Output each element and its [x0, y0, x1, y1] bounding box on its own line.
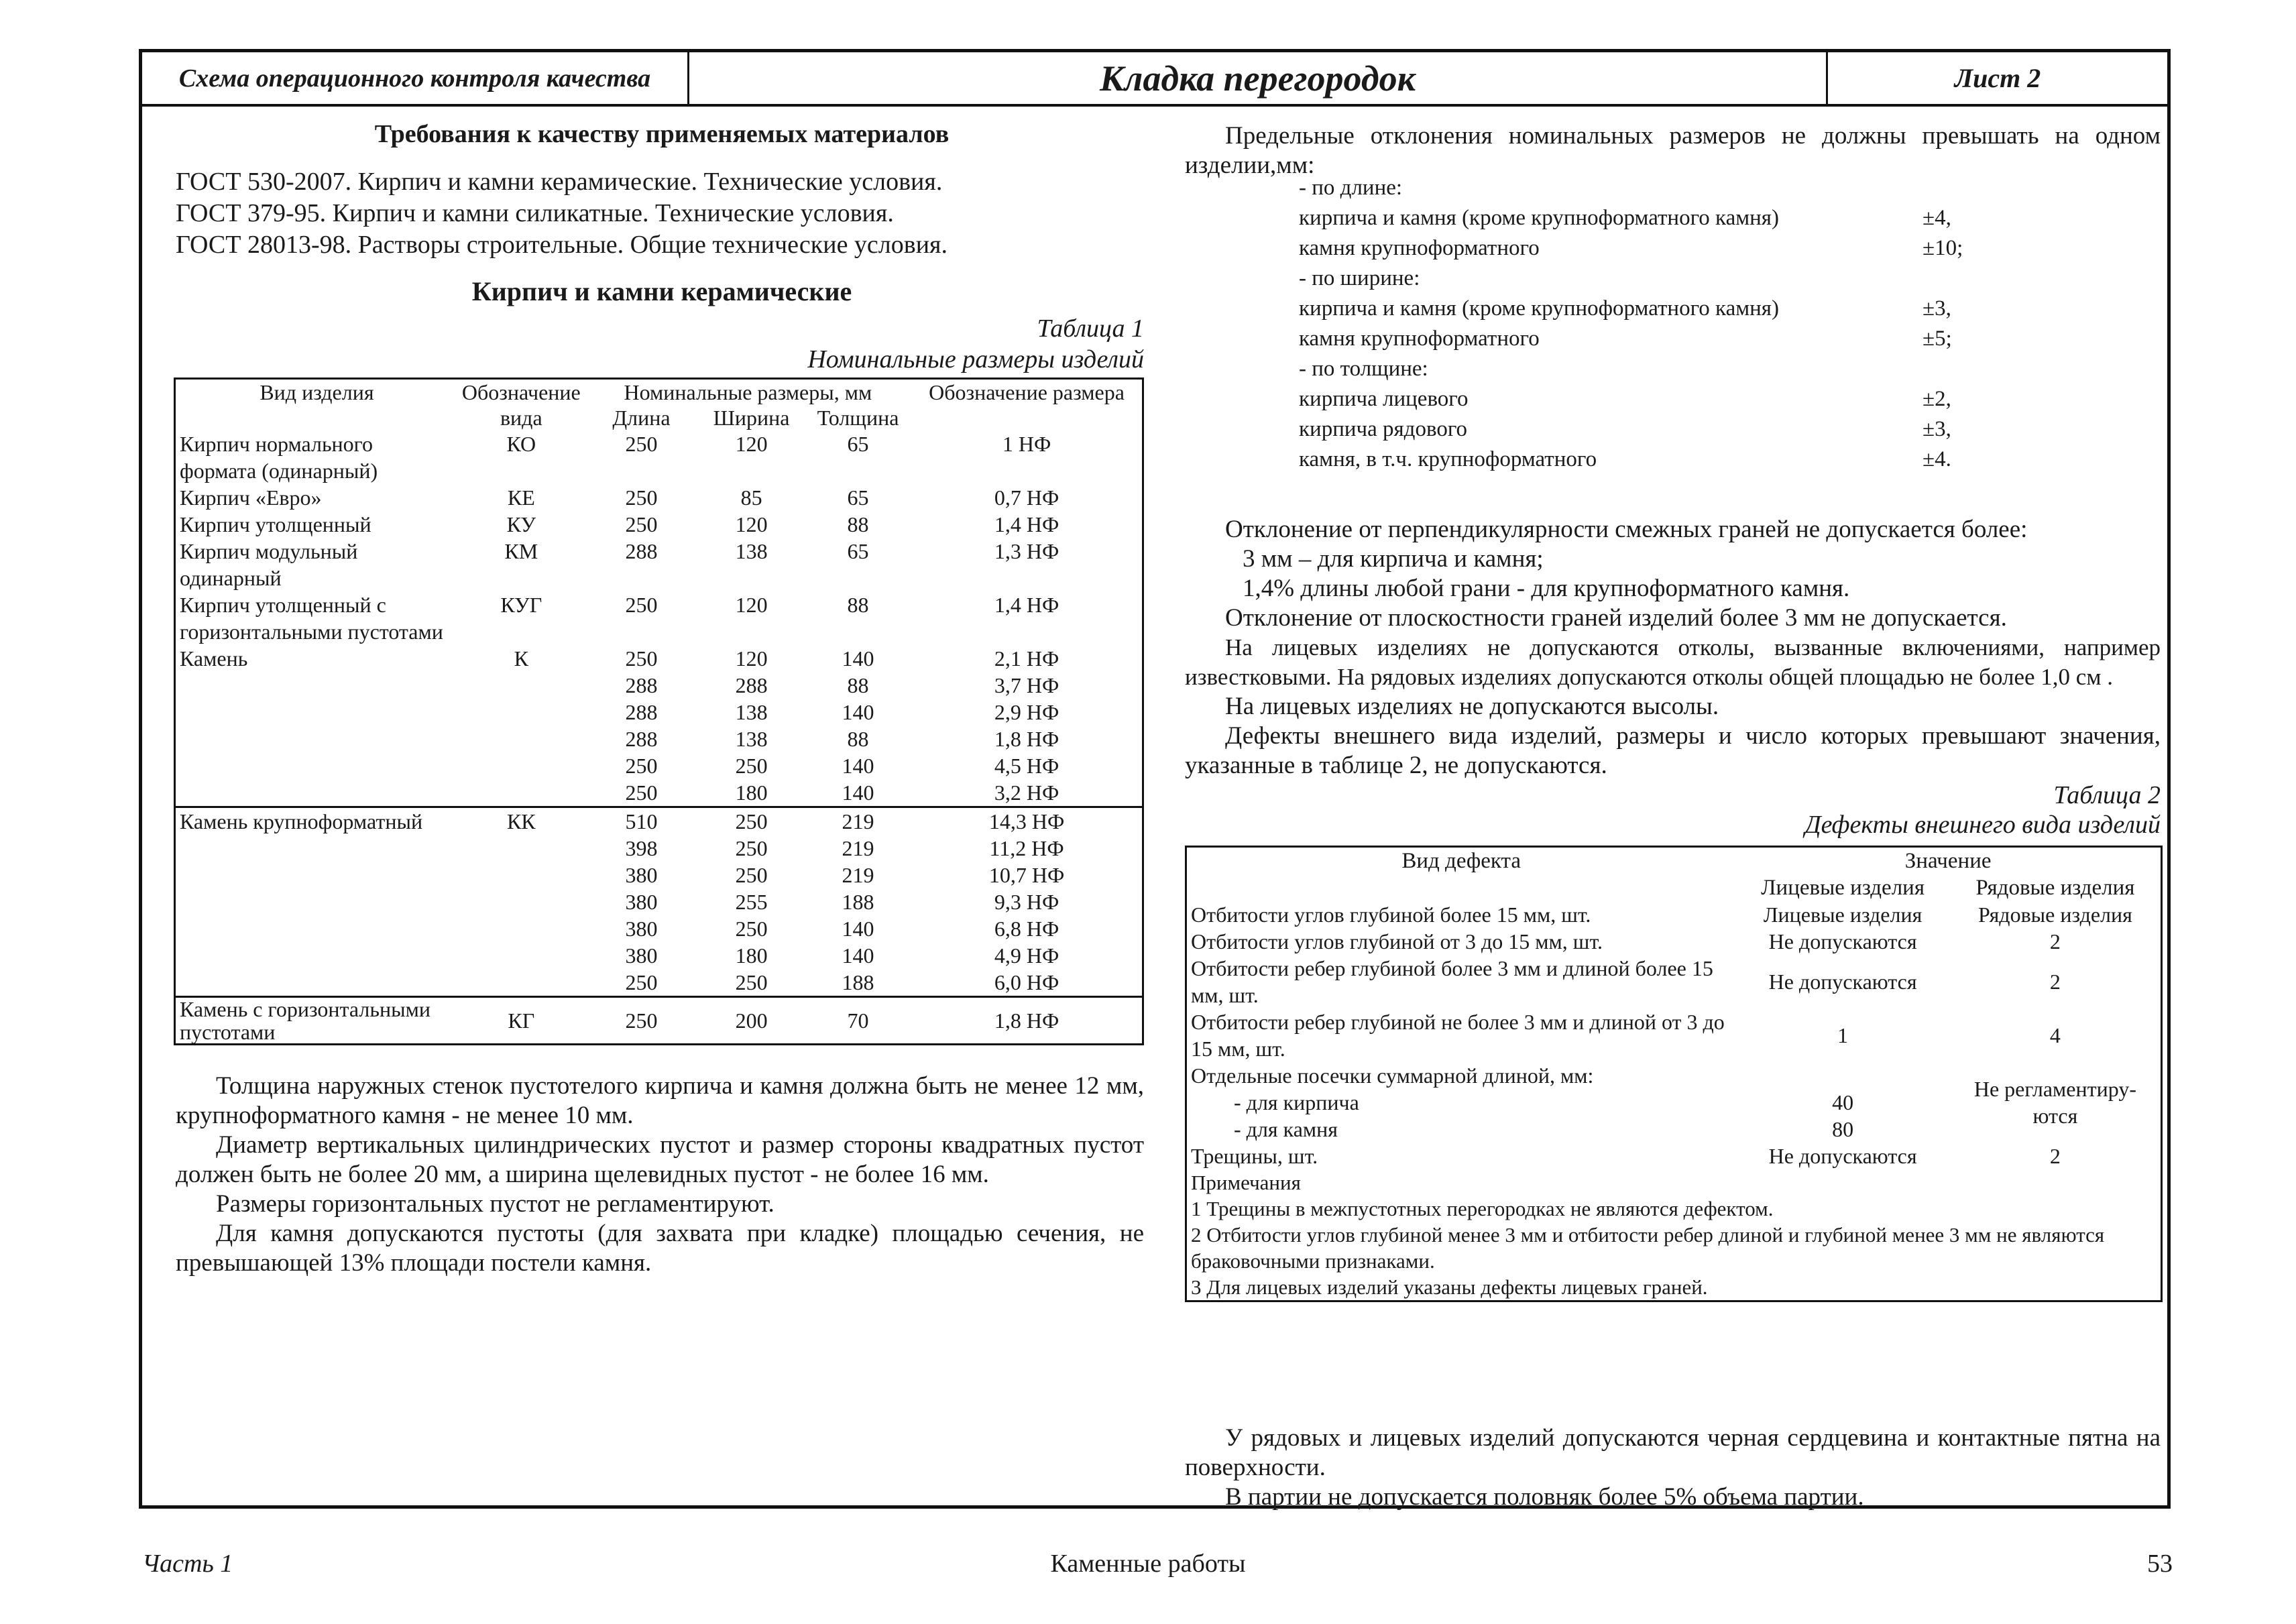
- cell-type: [175, 862, 458, 888]
- table-row: [175, 779, 1143, 807]
- deviation-label: камня крупноформатного: [1299, 327, 1540, 351]
- col-header-ordinary: Рядовые изделия: [1975, 876, 2135, 900]
- table2-label: Таблица 2: [2053, 781, 2161, 809]
- note-item: 2 Отбитости углов глубиной менее 3 мм и отбитости ребер длиной и глубиной менее 3 мм не являются браковочными признаками.: [1191, 1223, 2105, 1273]
- gost-item: ГОСТ 28013-98. Растворы строительные. Общие технические условия.: [176, 231, 948, 259]
- cell-length: 250: [625, 646, 658, 671]
- paragraph: Отклонение от перпендикулярности смежных граней не допускается более:: [1225, 516, 2028, 543]
- cell-thickness: 188: [842, 890, 874, 914]
- cell-code: [458, 779, 585, 807]
- cell-code: [458, 726, 585, 752]
- cell-size: 3,7 НФ: [994, 673, 1059, 697]
- paragraph: На лицевых изделиях не допускаются высолы.: [1225, 693, 1719, 720]
- cell-thickness: 65: [847, 485, 869, 510]
- cell-thickness: 188: [842, 970, 874, 994]
- cell-type: [175, 752, 458, 779]
- cell-thickness: 140: [842, 917, 874, 941]
- cell-type: [175, 835, 458, 862]
- table-row: [175, 835, 1143, 862]
- cell-size: 2,1 НФ: [994, 646, 1059, 671]
- cell-type: [175, 915, 458, 942]
- deviation-label: - по ширине:: [1299, 266, 1420, 290]
- paragraph: У рядовых и лицевых изделий допускаются черная сердцевина и контактные пятна на поверхности.: [1185, 1424, 2161, 1481]
- table-row: [175, 888, 1143, 915]
- cell-size: 0,7 НФ: [994, 485, 1059, 510]
- cell-length: 250: [625, 970, 658, 994]
- cell-type: [175, 699, 458, 726]
- cell-type: [175, 779, 458, 807]
- cuts-brick-value: 40: [1832, 1090, 1854, 1114]
- cell-thickness: 88: [847, 512, 869, 536]
- deviation-label: камня крупноформатного: [1299, 236, 1540, 260]
- table-row: [1186, 1062, 2162, 1143]
- cell-size: 3,2 НФ: [994, 780, 1059, 805]
- paragraph: 1,4% длины любой грани - для крупноформатного камня.: [1243, 575, 1850, 602]
- cell-size: 10,7 НФ: [988, 863, 1065, 887]
- table-row: [175, 699, 1143, 726]
- cell-length: 288: [625, 727, 658, 751]
- cell-length: 288: [625, 539, 658, 563]
- cell-type: Кирпич утолщенный: [180, 512, 371, 536]
- cell-length: 288: [625, 700, 658, 724]
- table-row: [175, 807, 1143, 835]
- cell-defect: Отбитости ребер глубиной не более 3 мм и длиной от 3 до 15 мм, шт.: [1191, 1010, 1725, 1061]
- cell-type: [175, 888, 458, 915]
- header-bar: [142, 52, 2167, 107]
- cell-width: 120: [735, 646, 768, 671]
- cell-type: [175, 726, 458, 752]
- cell-width: 255: [735, 890, 768, 914]
- cell-code: [458, 672, 585, 699]
- deviation-label: кирпича и камня (кроме крупноформатного камня): [1299, 296, 1779, 321]
- cell-code: КМ: [504, 539, 538, 563]
- cell-type: Камень крупноформатный: [175, 807, 458, 835]
- cell-width: 250: [735, 917, 768, 941]
- cell-code: [458, 915, 585, 942]
- table-row: [1186, 928, 2162, 955]
- notes-cell: [1186, 1169, 2162, 1301]
- cell-code: [458, 862, 585, 888]
- cell-length: 398: [625, 836, 658, 860]
- page-frame: [139, 49, 2171, 1509]
- cuts-title: Отдельные посечки суммарной длиной, мм:: [1191, 1063, 1594, 1088]
- cell-width: 120: [735, 512, 768, 536]
- cell-face: Не допускаются: [1768, 970, 1917, 994]
- cell-type: Кирпич нормального формата (одинарный): [180, 432, 378, 483]
- cell-code: [458, 752, 585, 779]
- table-row: [175, 672, 1143, 699]
- footer-page-number: 53: [2147, 1550, 2173, 1578]
- deviation-value: ±4.: [1922, 447, 1951, 471]
- section-title: Кирпич и камни керамические: [471, 276, 852, 306]
- cuts-stone: - для камня: [1234, 1117, 1338, 1141]
- deviation-label: кирпича и камня (кроме крупноформатного камня): [1299, 206, 1779, 230]
- cell-code: КО: [506, 432, 536, 456]
- cell-size: 11,2 НФ: [989, 836, 1064, 860]
- cell-length: 250: [585, 997, 698, 1045]
- cell-type: Камень: [180, 646, 248, 671]
- cell-type: Кирпич «Евро»: [180, 485, 322, 510]
- cell-width: 250: [698, 807, 805, 835]
- cell-length: 288: [625, 673, 658, 697]
- paragraph: 3 мм – для кирпича и камня;: [1243, 545, 1544, 573]
- cell-size: 6,0 НФ: [994, 970, 1059, 994]
- cell-ordinary: 2: [2049, 929, 2061, 953]
- table-row: [175, 942, 1143, 969]
- deviation-label: кирпича лицевого: [1299, 387, 1469, 411]
- cell-defect: Отбитости углов глубиной от 3 до 15 мм, шт.: [1191, 929, 1603, 953]
- cell-length: 250: [625, 432, 658, 456]
- header-scheme-title: Схема операционного контроля качества: [142, 52, 689, 104]
- col-header-type: Вид изделия: [260, 380, 374, 404]
- table-row: [175, 511, 1143, 538]
- cell-code: КК: [458, 807, 585, 835]
- gost-item: ГОСТ 530-2007. Кирпич и камни керамические. Технические условия.: [176, 168, 943, 196]
- cell-thickness: 70: [805, 997, 911, 1045]
- header-sheet-number: Лист 2: [1954, 63, 2041, 93]
- cell-size: 4,9 НФ: [994, 943, 1059, 968]
- cell-size: 4,5 НФ: [994, 754, 1059, 778]
- cell-size: 1,4 НФ: [994, 512, 1059, 536]
- cell-ordinary: 2: [2049, 970, 2061, 994]
- cell-thickness: 65: [847, 539, 869, 563]
- cuts-brick: - для кирпича: [1234, 1090, 1359, 1114]
- cell-thickness: 88: [847, 593, 869, 617]
- deviation-label: кирпича рядового: [1299, 417, 1468, 441]
- cell-length: 380: [625, 863, 658, 887]
- cell-defect: [1186, 1062, 1736, 1143]
- cell-thickness: 219: [805, 807, 911, 835]
- deviation-value: ±3,: [1922, 417, 1951, 441]
- cell-defect: Отбитости ребер глубиной более 3 мм и длиной более 15 мм, шт.: [1191, 956, 1713, 1007]
- cell-defect: Трещины, шт.: [1191, 1144, 1318, 1168]
- deviation-label: - по длине:: [1299, 176, 1403, 200]
- cell-code: [458, 942, 585, 969]
- paragraph: На лицевых изделиях не допускаются отколы, вызванные включениями, например известковыми. На рядовых изделиях допускаются отколы общей площадью не более 1,0 см .: [1185, 634, 2161, 690]
- cell-length: 380: [625, 917, 658, 941]
- col-header-defect: Вид дефекта: [1401, 849, 1521, 873]
- paragraph: В партии не допускается половняк более 5% объема партии.: [1225, 1483, 1864, 1511]
- cell-thickness: 140: [842, 943, 874, 968]
- notes-row: [1186, 1169, 2162, 1301]
- cell-size: 1,8 НФ: [994, 727, 1059, 751]
- cell-width: 138: [735, 539, 768, 563]
- cell-thickness: 140: [842, 754, 874, 778]
- note-item: 3 Для лицевых изделий указаны дефекты лицевых граней.: [1191, 1275, 1708, 1299]
- cell-code: [458, 835, 585, 862]
- table-row: [175, 862, 1143, 888]
- cell-length: 380: [625, 943, 658, 968]
- table-row: [175, 997, 1143, 1045]
- cell-ordinary: 4: [2049, 1023, 2061, 1047]
- header-doc-title: Кладка перегородок: [689, 52, 1828, 104]
- cell-size: 6,8 НФ: [994, 917, 1059, 941]
- table-row: [175, 645, 1143, 672]
- table-row: [175, 591, 1143, 645]
- table2-body: [1186, 901, 2162, 1062]
- col-header-dims: Номинальные размеры, мм: [624, 380, 872, 404]
- cell-ordinary: Не регламентиру-ются: [1973, 1077, 2136, 1128]
- cell-ordinary: Рядовые изделия: [1977, 903, 2132, 927]
- cell-width: 180: [735, 943, 768, 968]
- cell-face: Не допускаются: [1768, 1144, 1917, 1168]
- deviation-label: - по толщине:: [1299, 357, 1428, 381]
- cell-face: Не допускаются: [1768, 929, 1917, 953]
- cell-code: КУГ: [500, 593, 542, 617]
- note-item: 1 Трещины в межпустотных перегородках не являются дефектом.: [1191, 1197, 1774, 1220]
- deviation-label: камня, в т.ч. крупноформатного: [1299, 447, 1597, 471]
- paragraph: Толщина наружных стенок пустотелого кирпича и камня должна быть не менее 12 мм, крупноформатного камня - не менее 10 мм.: [176, 1072, 1144, 1129]
- footer-section: Каменные работы: [1050, 1550, 1246, 1578]
- table-row: [1186, 1143, 2162, 1169]
- cell-thickness: 65: [847, 432, 869, 456]
- deviation-intro: Предельные отклонения номинальных размеров не должны превышать на одном изделии,мм:: [1185, 122, 2161, 179]
- table-row: [175, 752, 1143, 779]
- table1-caption: Номинальные размеры изделий: [807, 345, 1144, 373]
- cell-code: К: [514, 646, 528, 671]
- cell-length: 250: [625, 593, 658, 617]
- gost-item: ГОСТ 379-95. Кирпич и камни силикатные. Технические условия.: [176, 199, 894, 227]
- right-bottom-paragraphs: [1185, 1424, 2161, 1512]
- cell-code: [458, 699, 585, 726]
- col-header-face: Лицевые изделия: [1761, 876, 1925, 900]
- cell-size: 9,3 НФ: [994, 890, 1059, 914]
- left-paragraphs: [176, 1071, 1144, 1278]
- cell-width: 138: [735, 700, 768, 724]
- table1-body: [175, 430, 1143, 1045]
- cell-width: 180: [735, 780, 768, 805]
- notes-title: Примечания: [1191, 1171, 1301, 1194]
- cell-thickness: 140: [842, 646, 874, 671]
- deviation-value: ±2,: [1922, 387, 1951, 411]
- table-row: [175, 430, 1143, 484]
- cell-width: 120: [735, 432, 768, 456]
- cell-thickness: 140: [842, 780, 874, 805]
- cell-width: 120: [735, 593, 768, 617]
- cell-code: КЕ: [507, 485, 535, 510]
- cell-length: 250: [625, 485, 658, 510]
- col-header-width: Ширина: [713, 406, 790, 430]
- cell-type: Камень с горизонтальными пустотами: [175, 997, 458, 1045]
- cell-length: 250: [625, 754, 658, 778]
- cell-length: 250: [625, 512, 658, 536]
- cuts-stone-value: 80: [1832, 1117, 1854, 1141]
- cell-size: 1,3 НФ: [994, 539, 1059, 563]
- table-defects: [1185, 846, 2163, 1302]
- table-row: [1186, 901, 2162, 928]
- cell-size: 2,9 НФ: [994, 700, 1059, 724]
- table-nominal-sizes: [174, 378, 1144, 1045]
- cell-thickness: 219: [842, 836, 874, 860]
- cell-ordinary: 2: [2049, 1144, 2061, 1168]
- deviation-value: ±10;: [1922, 236, 1963, 260]
- paragraph: Размеры горизонтальных пустот не регламентируют.: [216, 1190, 774, 1218]
- cell-type: Кирпич утолщенный с горизонтальными пустотами: [180, 593, 443, 644]
- cell-code: КУ: [506, 512, 536, 536]
- cell-type: [175, 969, 458, 997]
- table-row: [175, 915, 1143, 942]
- col-header-value: Значение: [1904, 849, 1992, 873]
- cell-width: 250: [735, 970, 768, 994]
- cell-width: 85: [740, 485, 762, 510]
- cell-width: 250: [735, 754, 768, 778]
- col-header-length: Длина: [612, 406, 671, 430]
- cell-type: Кирпич модульный одинарный: [180, 539, 358, 590]
- col-header-thickness: Толщина: [817, 406, 899, 430]
- cell-length: 510: [585, 807, 698, 835]
- paragraph: Диаметр вертикальных цилиндрических пустот и размер стороны квадратных пустот должен быть не более 20 мм, а ширина щелевидных пустот - не более 16 мм.: [176, 1131, 1144, 1188]
- cell-code: [458, 888, 585, 915]
- cell-code: КГ: [458, 997, 585, 1045]
- gost-list: [176, 166, 1144, 261]
- deviation-value: ±4,: [1922, 206, 1951, 230]
- cell-thickness: 219: [842, 863, 874, 887]
- table-row: [175, 538, 1143, 591]
- cell-size: 1,4 НФ: [994, 593, 1059, 617]
- cell-width: 250: [735, 836, 768, 860]
- cell-width: 288: [735, 673, 768, 697]
- cell-width: 138: [735, 727, 768, 751]
- cell-size: 1,8 НФ: [911, 997, 1143, 1045]
- table-row: [1186, 1008, 2162, 1062]
- deviation-value: ±3,: [1922, 296, 1951, 321]
- paragraph: Отклонение от плоскостности граней изделий более 3 мм не допускается.: [1225, 604, 2007, 632]
- footer-part: Часть 1: [142, 1550, 233, 1578]
- table-row: [175, 484, 1143, 511]
- cell-length: 380: [625, 890, 658, 914]
- paragraph: Для камня допускаются пустоты (для захвата при кладке) площадью сечения, не превышающей 13% площади постели камня.: [176, 1220, 1144, 1277]
- cell-length: 250: [625, 780, 658, 805]
- cell-size: 1 НФ: [1002, 432, 1051, 456]
- deviation-value: ±5;: [1922, 327, 1952, 351]
- cell-type: [175, 672, 458, 699]
- table2-caption: Дефекты внешнего вида изделий: [1804, 811, 2161, 839]
- requirements-title: Требования к качеству применяемых материалов: [374, 120, 950, 148]
- col-header-size: Обозначение размера: [929, 380, 1125, 404]
- cell-face: Лицевые изделия: [1763, 903, 1922, 927]
- cell-type: [175, 942, 458, 969]
- cell-thickness: 88: [847, 673, 869, 697]
- table1-label: Таблица 1: [1037, 314, 1144, 343]
- table-row: [175, 969, 1143, 997]
- cell-width: 250: [735, 863, 768, 887]
- cell-face: [1735, 1062, 1950, 1143]
- cell-thickness: 140: [842, 700, 874, 724]
- cell-thickness: 88: [847, 727, 869, 751]
- table-row: [1186, 955, 2162, 1008]
- cell-width: 200: [698, 997, 805, 1045]
- cell-size: 14,3 НФ: [911, 807, 1143, 835]
- right-paragraphs: [1185, 515, 2161, 780]
- col-header-code: Обозначение вида: [461, 380, 581, 430]
- cell-code: [458, 969, 585, 997]
- cell-face: 1: [1837, 1023, 1849, 1047]
- table-row: [175, 726, 1143, 752]
- cell-defect: Отбитости углов глубиной более 15 мм, шт.: [1191, 903, 1591, 927]
- paragraph: Дефекты внешнего вида изделий, размеры и число которых превышают значения, указанные в таблице 2, не допускаются.: [1185, 722, 2161, 779]
